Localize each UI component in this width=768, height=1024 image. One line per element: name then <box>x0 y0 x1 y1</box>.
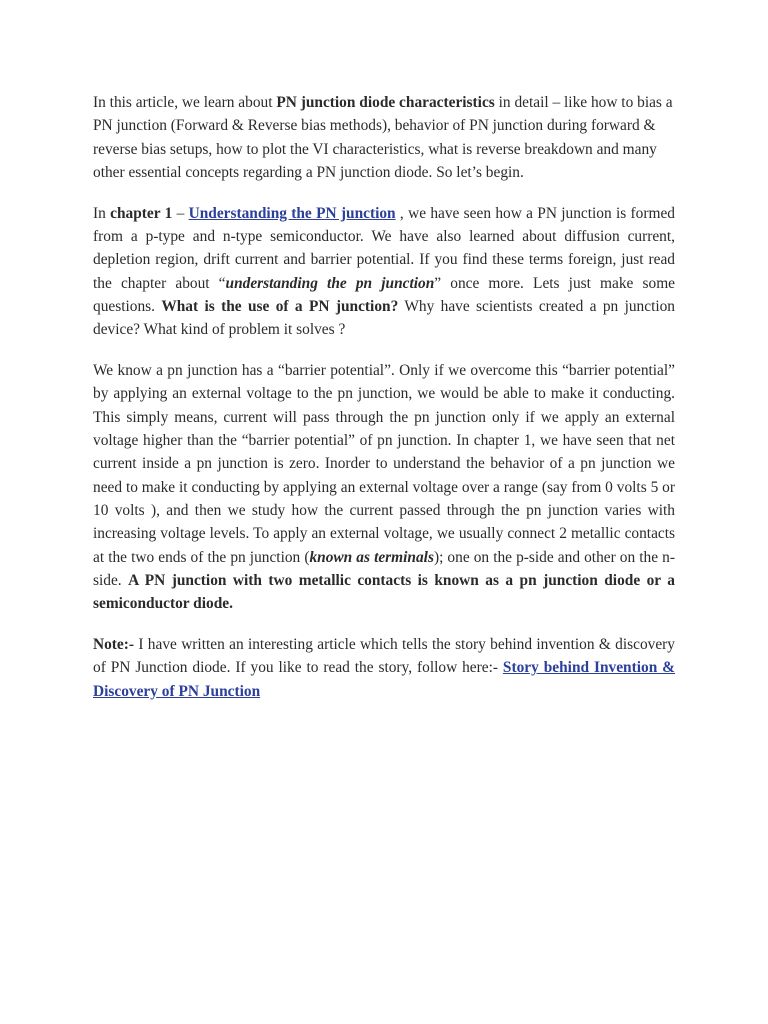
recap-emphasis-title: understanding the pn junction <box>225 274 435 292</box>
barrier-emphasis-terminals: known as terminals <box>309 548 434 566</box>
barrier-text-2: ); one on the p-side and other on the n-side. <box>93 548 675 589</box>
chapter-recap-paragraph <box>93 202 675 342</box>
recap-question: What is the use of a PN junction? <box>161 297 399 315</box>
recap-text-1: In <box>93 204 111 222</box>
recap-text-4: ” once more. Lets just make some questions. <box>93 274 675 315</box>
note-paragraph <box>93 633 675 703</box>
recap-text-3: , we have seen how a PN junction is formed from a p-type and n-type semiconductor. We have also learned about diffusion current, depletion region, drift current and barrier potential. If you find these terms foreign, just read the chapter about “ <box>93 204 675 292</box>
barrier-text-1: We know a pn junction has a “barrier potential”. Only if we overcome this “barrier potential” by applying an external voltage to the pn junction, we would be able to make it conducting. This simply means, current will pass through the pn junction only if we apply an external voltage higher than the “barrier potential” of pn junction. In chapter 1, we have seen that net current inside a pn junction is zero. Inorder to understand the behavior of a pn junction we need to make it conducting by applying an external voltage over a range (say from 0 volts 5 or 10 volts ), and then we study how the current passed through the pn junction varies with increasing voltage levels. To apply an external voltage, we usually connect 2 metallic contacts at the two ends of the pn junction ( <box>93 362 675 566</box>
intro-bold-topic: PN junction diode characteristics <box>276 94 495 111</box>
recap-text-5: Why have scientists created a pn junction device? What kind of problem it solves ? <box>93 297 676 339</box>
barrier-potential-paragraph <box>93 359 675 615</box>
barrier-definition: A PN junction with two metallic contacts is known as a pn junction diode or a semiconductor diode. <box>93 571 675 613</box>
article-body <box>93 91 675 721</box>
intro-paragraph <box>93 91 675 184</box>
story-invention-link[interactable]: Story behind Invention & Discovery of PN Junction <box>93 659 676 700</box>
note-label: Note:- <box>93 636 135 654</box>
recap-chapter-label: chapter 1 <box>110 204 173 222</box>
note-text: I have written an interesting article which tells the story behind invention & discovery of PN Junction diode. If you like to read the story, follow here:- <box>93 636 675 677</box>
recap-text-2: – <box>172 204 189 222</box>
understanding-pn-junction-link[interactable]: Understanding the PN junction <box>188 204 396 222</box>
intro-text-start: In this article, we learn about <box>93 94 277 111</box>
intro-text-rest: in detail – like how to bias a PN junction (Forward & Reverse bias methods), behavior of PN junction during forward & reverse bias setups, how to plot the VI characteristics, what is reverse breakdown and many other essential concepts regarding a PN junction diode. So let’s begin. <box>93 94 673 181</box>
